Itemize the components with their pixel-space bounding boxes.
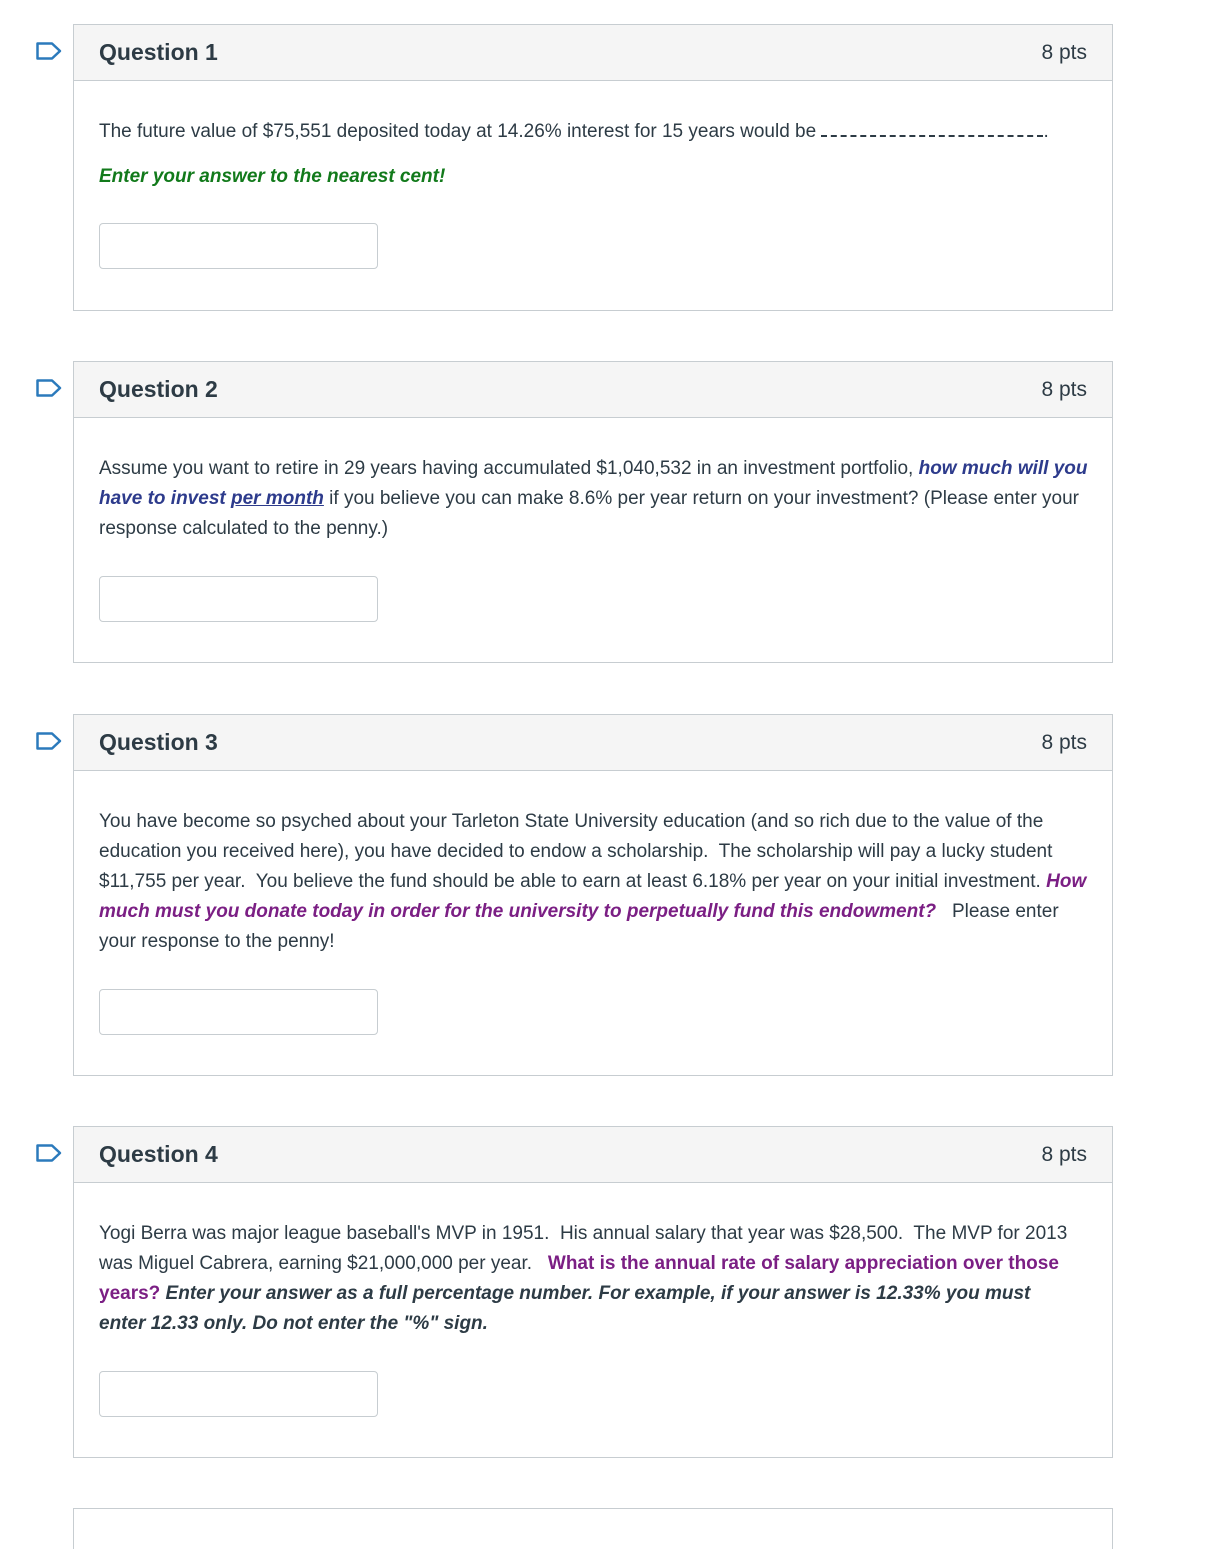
question-header xyxy=(74,25,1112,81)
answer-input[interactable] xyxy=(99,1371,378,1417)
question-text-part: if you believe you can make 8.6% per year return on your investment? (Please enter your response calculated to the penny.) xyxy=(99,488,1080,539)
question-points: 8 pts xyxy=(1041,377,1087,401)
question-emphasis: how much will you have to invest xyxy=(99,458,1088,509)
question-5-partial xyxy=(73,1508,1113,1549)
answer-blank xyxy=(821,119,1043,137)
question-points: 8 pts xyxy=(1041,730,1087,754)
question-2 xyxy=(73,361,1113,663)
flag-question-3-icon[interactable] xyxy=(36,732,62,750)
flag-question-2-icon[interactable] xyxy=(36,379,62,397)
question-3 xyxy=(73,714,1113,1076)
answer-input[interactable] xyxy=(99,576,378,622)
question-text-part: Please enter your response to the penny! xyxy=(99,901,1064,952)
question-1 xyxy=(73,24,1113,311)
question-text xyxy=(99,1219,1074,1339)
question-text-main: The future value of $75,551 deposited today at 14.26% interest for 15 years would be xyxy=(99,121,822,142)
question-emphasis: How much must you donate today in order for the university to perpetually fund this endowment? xyxy=(99,871,1092,922)
question-text xyxy=(99,807,1092,957)
question-points: 8 pts xyxy=(1041,1142,1087,1166)
answer-input[interactable] xyxy=(99,223,378,269)
question-text xyxy=(99,454,1089,544)
question-header xyxy=(74,715,1112,771)
flag-question-1-icon[interactable] xyxy=(36,42,62,60)
question-text-part: Assume you want to retire in 29 years having accumulated $1,040,532 in an investment portfolio, xyxy=(99,458,919,479)
question-title: Question 4 xyxy=(99,1141,218,1167)
answer-note: Enter your answer to the nearest cent! xyxy=(99,166,446,187)
question-header xyxy=(74,1127,1112,1183)
question-instruction: Enter your answer as a full percentage number. For example, if your answer is 12.33% you must enter 12.33 only. Do not enter the "%" sign. xyxy=(99,1283,1036,1334)
question-text-part: You have become so psyched about your Tarleton State University education (and so rich due to the value of the education you received here), you have decided to endow a scholarship. The scholarship will pay a lucky student $11,755 per year. You believe the fund should be able to earn at least 6.18% per year on your initial investment. xyxy=(99,811,1058,892)
question-text-part: Yogi Berra was major league baseball's MVP in 1951. His annual salary that year was $28,500. The MVP for 2013 was Miguel Cabrera, earning $21,000,000 per year. xyxy=(99,1223,1073,1274)
question-text xyxy=(99,117,1089,147)
flag-question-4-icon[interactable] xyxy=(36,1144,62,1162)
question-header xyxy=(74,362,1112,418)
question-title: Question 2 xyxy=(99,376,218,402)
answer-input[interactable] xyxy=(99,989,378,1035)
question-text-end: . xyxy=(1043,121,1049,142)
question-4 xyxy=(73,1126,1113,1458)
question-emphasis: What is the annual rate of salary appreciation over those years? xyxy=(99,1253,1065,1304)
question-points: 8 pts xyxy=(1041,40,1087,64)
question-title: Question 3 xyxy=(99,729,218,755)
question-emphasis-underlined: per month xyxy=(231,488,324,509)
question-title: Question 1 xyxy=(99,39,218,65)
